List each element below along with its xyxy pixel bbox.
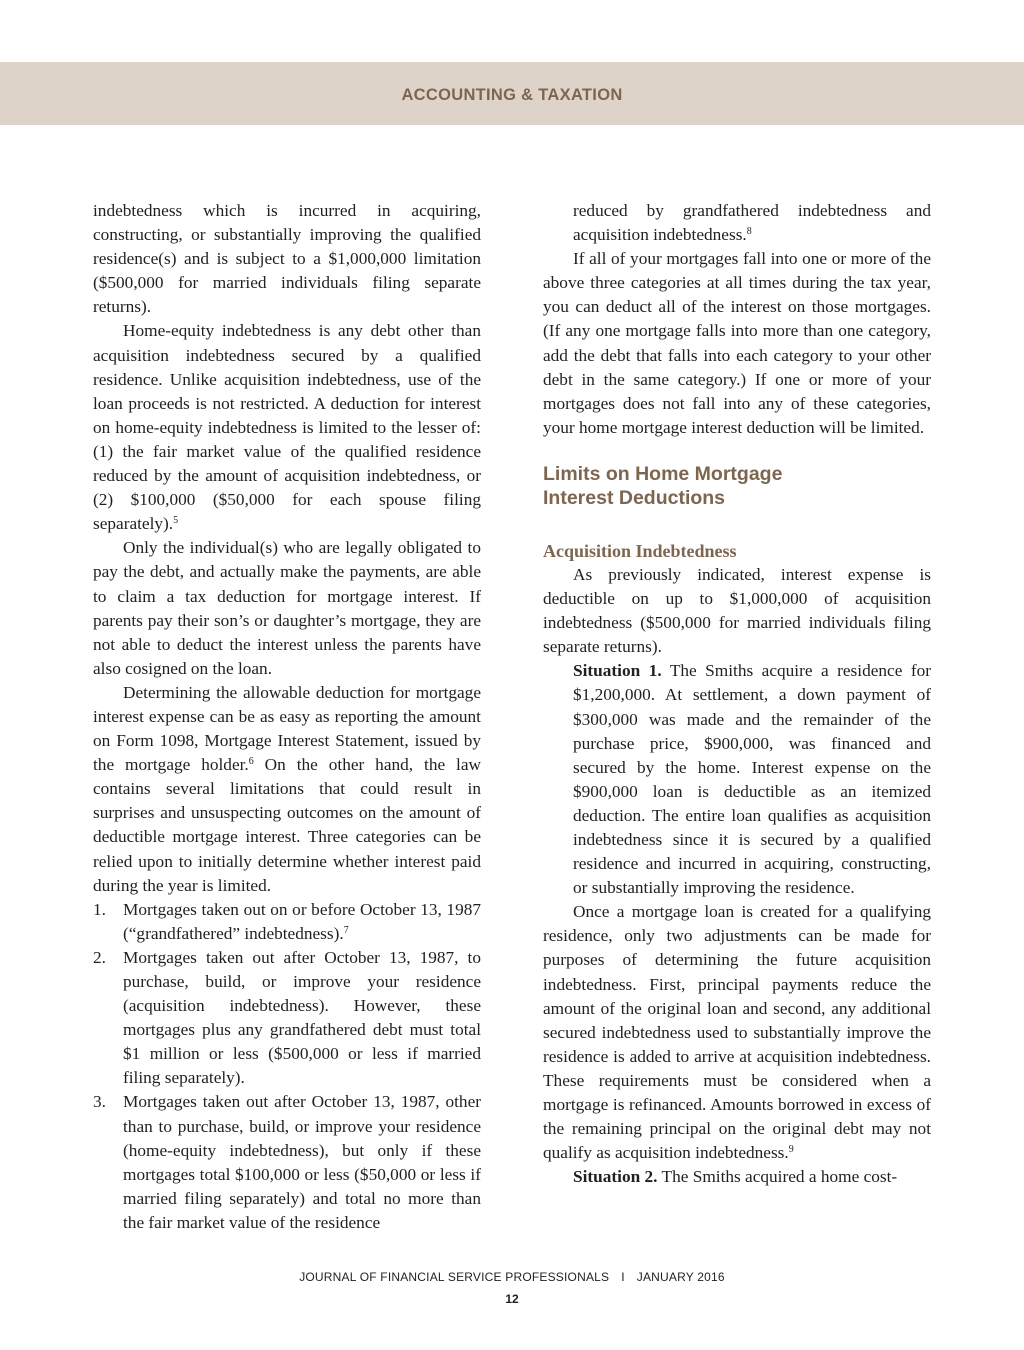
left-column — [93, 199, 481, 1235]
list-item: 3. Mortgages taken out after October 13, 1987, other than to purchase, build, or improve your residence (home-equity indebtedness), but only if these mortgages total $100,000 or less ($50,000 or less if married filing separately) and total no more than the fair market value of the residence — [93, 1092, 481, 1232]
page-footer — [0, 1270, 1024, 1284]
paragraph: reduced by grandfathered indebtedness and acquisition indebtedness.$^8$ — [573, 201, 931, 245]
situation-label: Situation 1. — [573, 661, 662, 681]
section-heading: Limits on Home Mortgage Interest Deductions — [543, 462, 783, 510]
paragraph: If all of your mortgages fall into one or more of the above three categories at all times during the tax year, you can deduct all of the interest on those mortgages. (If any one mortgage falls into more than one category, add the debt that falls into each category to your other debt in the same category.) If one or more of your mortgages does not fall into any of these categories, your home mortgage interest deduction will be limited. — [543, 249, 931, 437]
footnote-ref: 9 — [788, 1144, 794, 1156]
footnote-ref: 7 — [343, 924, 349, 936]
page-number: 12 — [505, 1292, 519, 1306]
situation-label: Situation 2. — [573, 1167, 658, 1187]
list-number: 3. — [93, 1092, 106, 1112]
footnote-ref: 5 — [173, 515, 179, 527]
issue-date: JANUARY 2016 — [636, 1270, 725, 1284]
list-number: 2. — [93, 947, 106, 967]
list-item: 1. Mortgages taken out on or before October 13, 1987 (“grandfathered” indebtedness).$^7$ — [93, 899, 481, 943]
paragraph: As previously indicated, interest expense is deductible on up to $1,000,000 of acquisition indebtedness ($500,000 for married individuals filing separate returns). — [543, 564, 931, 657]
paragraph: Once a mortgage loan is created for a qualifying residence, only two adjustments can be made for purposes of determining the future acquisition indebtedness. First, principal payments reduce the amount of the original loan and second, any additional secured indebtedness used to substantially improve the residence is added to arrive at acquisition indebtedness. These requirements must be considered when a mortgage is refinanced. Amounts borrowed in excess of the remaining principal on the original debt may not qualify as acquisition indebtedness.$^9$ — [543, 902, 931, 1163]
paragraph: Only the individual(s) who are legally obligated to pay the debt, and actually make the payments, are able to claim a tax deduction for mortgage interest. If parents pay their son’s or daughter’s mortgage, they are not able to deduct the interest unless the parents have also cosigned on the loan. — [93, 538, 481, 678]
list-item: 2. Mortgages taken out after October 13, 1987, to purchase, build, or improve your residence (acquisition indebtedness). However, these mortgages plus any grandfathered debt must total $1 million or less ($500,000 or less if married filing separately). — [93, 947, 481, 1088]
situation-paragraph: Situation 1. The Smiths acquire a residence for $1,200,000. At settlement, a down payment of $300,000 was made and the remainder of the purchase price, $900,000, was financed and secured by the home. Interest expense on the $900,000 loan is deductible as an itemized deduction. The entire loan qualifies as acquisition indebtedness since it is secured by a qualified residence and incurred in acquiring, constructing, or substantially improving the residence. — [573, 661, 931, 898]
list-number: 1. — [93, 899, 106, 919]
section-title: ACCOUNTING & TAXATION — [401, 86, 623, 104]
right-column — [543, 199, 931, 1189]
footnote-ref: 8 — [746, 226, 752, 238]
footer-separator: I — [621, 1270, 625, 1284]
paragraph: indebtedness which is incurred in acquiring, constructing, or substantially improving the qualified residence(s) and is subject to a $1,000,000 limitation ($500,000 for married individuals filing separate returns). — [93, 201, 481, 317]
situation-paragraph: Situation 2. The Smiths acquired a home cost- — [573, 1167, 898, 1187]
subheading: Acquisition Indebtedness — [543, 540, 737, 561]
paragraph: Home-equity indebtedness is any debt other than acquisition indebtedness secured by a qualified residence. Unlike acquisition indebtedness, use of the loan proceeds is not restricted. A deduction for interest on home-equity indebtedness is limited to the lesser of: (1) the fair market value of the qualified residence reduced by the amount of acquisition indebtedness, or (2) $100,000 ($50,000 for each spouse filing separately).$^5$ — [93, 321, 481, 534]
section-header-band — [0, 62, 1024, 125]
footnote-ref: 6 — [248, 756, 254, 768]
journal-name: JOURNAL OF FINANCIAL SERVICE PROFESSIONALS — [299, 1270, 610, 1284]
paragraph: Determining the allowable deduction for mortgage interest expense can be as easy as reporting the amount on Form 1098, Mortgage Interest Statement, issued by the mortgage holder.$^6$ On the other hand, the law contains several limitations that could result in surprises and unsuspecting outcomes on the amount of deductible mortgage interest. Three categories can be relied upon to initially determine whether interest paid during the year is limited. — [93, 682, 482, 895]
